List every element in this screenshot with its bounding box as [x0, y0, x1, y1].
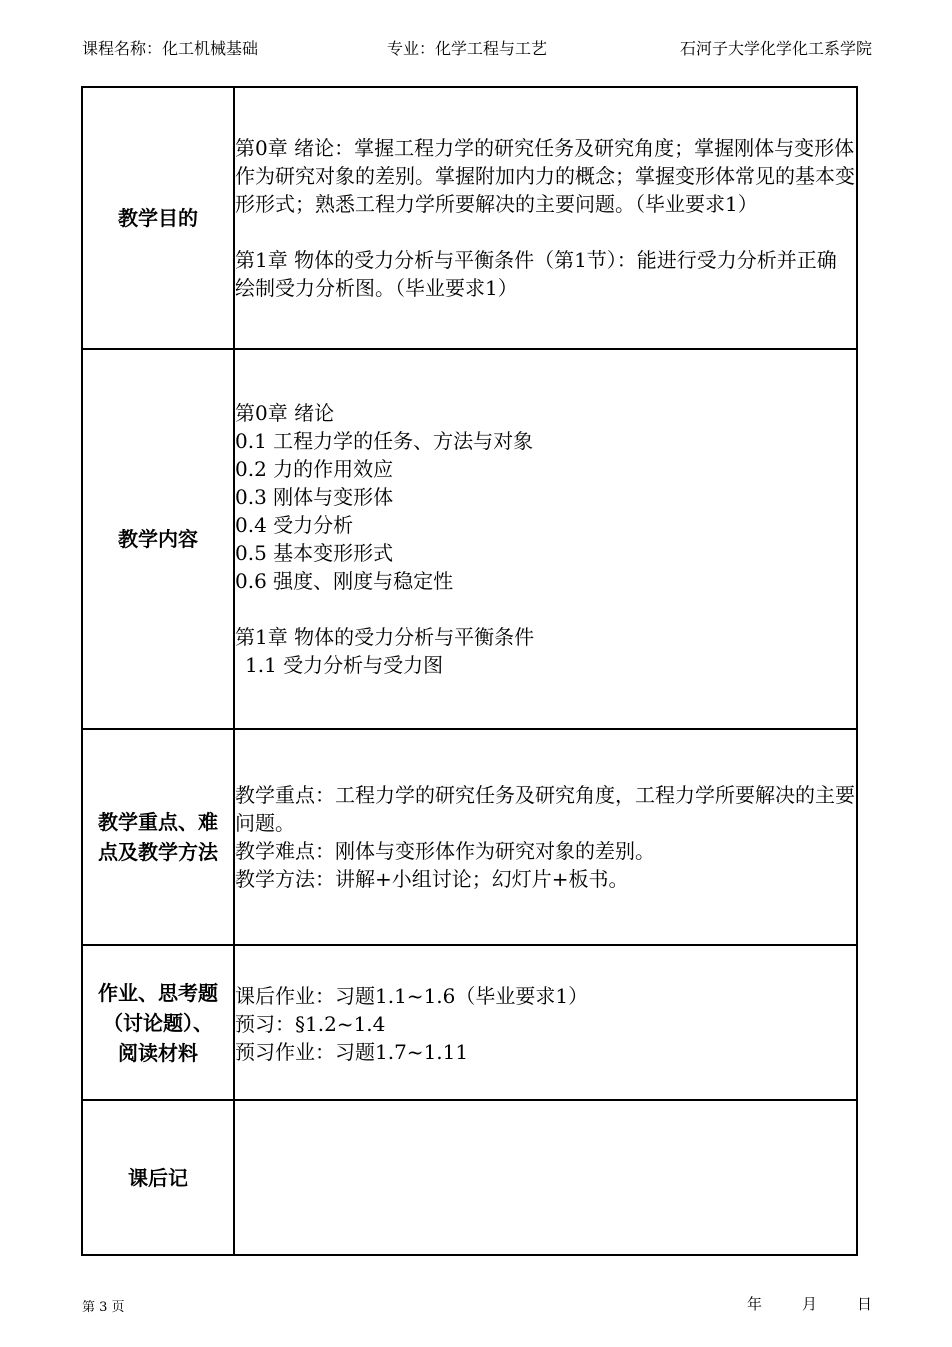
course-name: 课程名称：化工机械基础 [82, 39, 259, 58]
list-item: 0.1 工程力学的任务、方法与对象 [235, 429, 534, 453]
row-keypoints [82, 729, 857, 945]
chapter0-title: 第0章 绪论 [235, 401, 335, 425]
row-notes [82, 1100, 857, 1255]
year-label: 年 [746, 1295, 762, 1313]
homework-line: 课后作业：习题1.1~1.6（毕业要求1） [235, 984, 589, 1008]
row-homework [82, 945, 857, 1100]
objective-chapter0: 第0章 绪论：掌握工程力学的研究任务及研究角度；掌握刚体与变形体作为研究对象的差别。掌握附加内力的概念；掌握变形体常见的基本变形形式；熟悉工程力学所要解决的主要问题。（毕业要求1） [235, 136, 855, 216]
label-objectives: 教学目的 [82, 87, 234, 349]
list-item: 0.4 受力分析 [235, 513, 354, 537]
major-name: 专业：化学工程与工艺 [387, 39, 548, 58]
content-topics [234, 349, 857, 729]
teaching-difficulty: 教学难点：刚体与变形体作为研究对象的差别。 [235, 839, 655, 863]
label-content: 教学内容 [82, 349, 234, 729]
teaching-focus: 教学重点：工程力学的研究任务及研究角度，工程力学所要解决的主要问题。 [235, 783, 855, 835]
chapter1-title: 第1章 物体的受力分析与平衡条件 [235, 625, 535, 649]
content-objectives [234, 87, 857, 349]
school-name: 石河子大学化学化工系学院 [679, 39, 872, 58]
label-homework: 作业、思考题 （讨论题）、 阅读材料 [82, 945, 234, 1100]
month-label: 月 [801, 1295, 817, 1313]
preview-line: 预习：§1.2~1.4 [235, 1012, 386, 1036]
date-line [747, 1293, 872, 1314]
preview-homework-line: 预习作业：习题1.7~1.11 [235, 1040, 469, 1064]
list-item: 0.2 力的作用效应 [235, 457, 394, 481]
page-number: 第 3 页 [82, 1300, 125, 1315]
day-label: 日 [856, 1295, 872, 1313]
content-notes [234, 1100, 857, 1255]
label-keypoints: 教学重点、难 点及教学方法 [82, 729, 234, 945]
teaching-method: 教学方法：讲解+小组讨论；幻灯片+板书。 [235, 867, 629, 891]
page-header [82, 36, 872, 60]
list-item: 0.3 刚体与变形体 [235, 485, 394, 509]
content-keypoints [234, 729, 857, 945]
objective-chapter1: 第1章 物体的受力分析与平衡条件（第1节）：能进行受力分析并正确绘制受力分析图。（毕业要求1） [235, 248, 837, 300]
content-homework [234, 945, 857, 1100]
list-item: 0.6 强度、刚度与稳定性 [235, 569, 454, 593]
row-content [82, 349, 857, 729]
label-notes: 课后记 [82, 1100, 234, 1255]
teaching-plan-table [81, 86, 858, 1256]
row-objectives [82, 87, 857, 349]
list-item: 1.1 受力分析与受力图 [245, 653, 444, 677]
list-item: 0.5 基本变形形式 [235, 541, 394, 565]
